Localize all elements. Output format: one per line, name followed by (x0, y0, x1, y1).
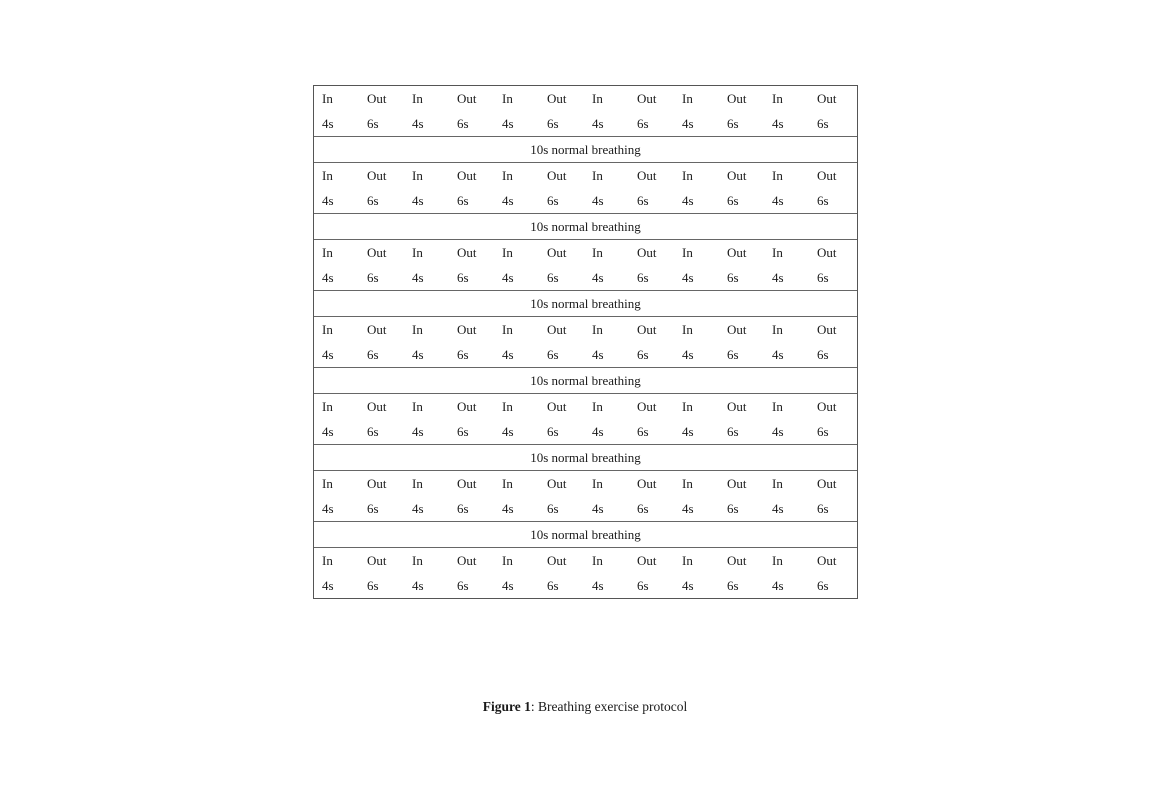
phase-cell: Out (367, 244, 387, 260)
phase-cell: Out (547, 398, 567, 414)
breathing-cycle-block (314, 240, 857, 291)
duration-cell: 4s (592, 577, 604, 593)
duration-cell: 6s (817, 346, 829, 362)
duration-cell: 6s (457, 577, 469, 593)
phase-cell: In (682, 398, 693, 414)
phase-cell: Out (457, 552, 477, 568)
phase-cell: Out (637, 398, 657, 414)
duration-cell: 6s (817, 577, 829, 593)
phase-cell: Out (727, 167, 747, 183)
phase-cell: Out (457, 244, 477, 260)
duration-cell: 6s (367, 423, 379, 439)
phase-cell: Out (817, 321, 837, 337)
normal-breathing-row: 10s normal breathing (314, 522, 857, 548)
duration-cell: 6s (367, 500, 379, 516)
phase-cell: In (592, 167, 603, 183)
duration-cell: 4s (682, 346, 694, 362)
phase-cell: In (412, 475, 423, 491)
phase-cell: Out (457, 167, 477, 183)
breathing-cycle-block (314, 163, 857, 214)
phase-cell: In (322, 398, 333, 414)
duration-cell: 6s (547, 423, 559, 439)
duration-cell: 4s (502, 500, 514, 516)
duration-cell: 4s (322, 577, 334, 593)
phase-cell: Out (457, 321, 477, 337)
phase-cell: Out (367, 475, 387, 491)
phase-cell: In (592, 552, 603, 568)
duration-cell: 6s (817, 192, 829, 208)
phase-cell: In (412, 321, 423, 337)
breathing-cycle-block (314, 86, 857, 137)
phase-cell: In (502, 398, 513, 414)
duration-cell: 4s (322, 423, 334, 439)
duration-cell: 4s (502, 423, 514, 439)
normal-breathing-row: 10s normal breathing (314, 368, 857, 394)
duration-cell: 4s (682, 269, 694, 285)
phase-cell: Out (637, 552, 657, 568)
phase-cell: In (322, 321, 333, 337)
phase-cell: Out (367, 167, 387, 183)
breathing-cycle-block (314, 317, 857, 368)
breathing-cycle-block (314, 471, 857, 522)
duration-cell: 6s (457, 500, 469, 516)
phase-cell: In (592, 244, 603, 260)
phase-cell: Out (727, 475, 747, 491)
phase-cell: In (412, 552, 423, 568)
phase-cell: Out (817, 552, 837, 568)
duration-cell: 4s (592, 192, 604, 208)
duration-cell: 4s (682, 192, 694, 208)
figure-caption-text: : Breathing exercise protocol (530, 699, 688, 714)
phase-row (314, 394, 857, 419)
duration-cell: 4s (772, 577, 784, 593)
phase-cell: In (502, 90, 513, 106)
breathing-cycle-block (314, 394, 857, 445)
duration-cell: 4s (322, 500, 334, 516)
duration-cell: 4s (592, 423, 604, 439)
duration-cell: 6s (727, 423, 739, 439)
duration-cell: 4s (592, 500, 604, 516)
figure-caption (0, 699, 1170, 715)
phase-cell: In (322, 475, 333, 491)
phase-cell: In (772, 244, 783, 260)
duration-cell: 6s (367, 269, 379, 285)
phase-cell: Out (727, 90, 747, 106)
duration-cell: 4s (772, 346, 784, 362)
phase-cell: In (772, 90, 783, 106)
phase-cell: In (412, 398, 423, 414)
duration-cell: 6s (547, 192, 559, 208)
phase-cell: In (592, 321, 603, 337)
duration-cell: 4s (412, 115, 424, 131)
duration-row (314, 111, 857, 136)
phase-cell: In (772, 398, 783, 414)
phase-cell: Out (547, 552, 567, 568)
breathing-protocol-table (313, 85, 858, 599)
normal-breathing-row: 10s normal breathing (314, 445, 857, 471)
phase-cell: Out (727, 552, 747, 568)
phase-cell: In (592, 90, 603, 106)
duration-cell: 6s (367, 192, 379, 208)
duration-cell: 6s (367, 346, 379, 362)
duration-row (314, 265, 857, 290)
normal-breathing-row: 10s normal breathing (314, 137, 857, 163)
phase-cell: Out (727, 244, 747, 260)
phase-cell: In (412, 167, 423, 183)
phase-cell: Out (817, 90, 837, 106)
duration-cell: 6s (817, 500, 829, 516)
duration-cell: 6s (547, 500, 559, 516)
duration-cell: 6s (637, 269, 649, 285)
duration-cell: 4s (322, 115, 334, 131)
phase-cell: Out (817, 475, 837, 491)
phase-cell: In (502, 321, 513, 337)
phase-cell: In (682, 167, 693, 183)
duration-cell: 4s (412, 269, 424, 285)
phase-cell: Out (367, 90, 387, 106)
duration-cell: 6s (727, 577, 739, 593)
duration-cell: 6s (457, 423, 469, 439)
duration-cell: 6s (637, 423, 649, 439)
duration-cell: 6s (457, 115, 469, 131)
duration-cell: 6s (547, 269, 559, 285)
duration-row (314, 496, 857, 521)
duration-row (314, 419, 857, 444)
phase-row (314, 240, 857, 265)
duration-cell: 4s (412, 500, 424, 516)
phase-cell: In (772, 475, 783, 491)
duration-cell: 6s (547, 115, 559, 131)
figure-label: Figure 1 (482, 699, 531, 714)
phase-cell: In (502, 475, 513, 491)
duration-cell: 4s (412, 346, 424, 362)
duration-cell: 4s (412, 423, 424, 439)
phase-cell: In (322, 167, 333, 183)
duration-cell: 4s (592, 269, 604, 285)
duration-cell: 4s (502, 115, 514, 131)
duration-cell: 6s (367, 577, 379, 593)
phase-cell: In (772, 552, 783, 568)
duration-row (314, 573, 857, 598)
phase-cell: Out (547, 90, 567, 106)
phase-cell: In (502, 244, 513, 260)
duration-cell: 4s (772, 192, 784, 208)
phase-cell: In (772, 321, 783, 337)
phase-cell: In (682, 244, 693, 260)
phase-cell: Out (457, 475, 477, 491)
phase-cell: Out (547, 167, 567, 183)
phase-cell: In (322, 244, 333, 260)
duration-cell: 4s (682, 500, 694, 516)
duration-row (314, 188, 857, 213)
duration-cell: 6s (727, 269, 739, 285)
phase-cell: In (412, 90, 423, 106)
duration-cell: 4s (772, 500, 784, 516)
phase-row (314, 317, 857, 342)
duration-cell: 4s (412, 192, 424, 208)
duration-cell: 4s (772, 423, 784, 439)
duration-cell: 4s (502, 192, 514, 208)
phase-cell: Out (637, 90, 657, 106)
duration-cell: 6s (547, 577, 559, 593)
duration-cell: 6s (367, 115, 379, 131)
duration-cell: 4s (682, 577, 694, 593)
duration-cell: 4s (682, 423, 694, 439)
duration-cell: 4s (322, 269, 334, 285)
phase-cell: Out (637, 321, 657, 337)
duration-cell: 4s (772, 115, 784, 131)
duration-cell: 6s (727, 346, 739, 362)
phase-cell: In (592, 398, 603, 414)
phase-cell: Out (817, 244, 837, 260)
duration-cell: 6s (637, 346, 649, 362)
phase-cell: Out (727, 398, 747, 414)
duration-cell: 4s (502, 269, 514, 285)
phase-cell: Out (547, 321, 567, 337)
phase-cell: In (592, 475, 603, 491)
phase-cell: In (502, 167, 513, 183)
duration-cell: 6s (637, 500, 649, 516)
phase-cell: Out (367, 552, 387, 568)
normal-breathing-row: 10s normal breathing (314, 291, 857, 317)
duration-row (314, 342, 857, 367)
phase-cell: In (412, 244, 423, 260)
phase-cell: In (682, 321, 693, 337)
phase-cell: Out (727, 321, 747, 337)
breathing-cycle-block (314, 548, 857, 598)
phase-row (314, 86, 857, 111)
phase-cell: Out (367, 321, 387, 337)
duration-cell: 4s (502, 346, 514, 362)
phase-cell: Out (637, 244, 657, 260)
duration-cell: 6s (637, 115, 649, 131)
phase-cell: In (682, 90, 693, 106)
phase-cell: In (322, 552, 333, 568)
phase-cell: Out (547, 475, 567, 491)
duration-cell: 4s (322, 192, 334, 208)
phase-cell: Out (367, 398, 387, 414)
phase-cell: Out (817, 167, 837, 183)
phase-cell: Out (817, 398, 837, 414)
phase-cell: In (682, 475, 693, 491)
duration-cell: 6s (637, 192, 649, 208)
normal-breathing-row: 10s normal breathing (314, 214, 857, 240)
phase-cell: Out (457, 90, 477, 106)
phase-cell: In (682, 552, 693, 568)
duration-cell: 4s (502, 577, 514, 593)
duration-cell: 4s (322, 346, 334, 362)
duration-cell: 6s (727, 192, 739, 208)
phase-cell: Out (637, 167, 657, 183)
phase-cell: Out (637, 475, 657, 491)
duration-cell: 4s (412, 577, 424, 593)
phase-row (314, 471, 857, 496)
duration-cell: 6s (817, 423, 829, 439)
phase-cell: In (322, 90, 333, 106)
duration-cell: 6s (817, 115, 829, 131)
phase-row (314, 163, 857, 188)
duration-cell: 4s (592, 115, 604, 131)
duration-cell: 6s (727, 115, 739, 131)
duration-cell: 4s (682, 115, 694, 131)
phase-cell: In (502, 552, 513, 568)
phase-row (314, 548, 857, 573)
duration-cell: 4s (592, 346, 604, 362)
duration-cell: 6s (457, 192, 469, 208)
phase-cell: Out (457, 398, 477, 414)
duration-cell: 6s (637, 577, 649, 593)
duration-cell: 4s (772, 269, 784, 285)
phase-cell: In (772, 167, 783, 183)
duration-cell: 6s (457, 346, 469, 362)
duration-cell: 6s (547, 346, 559, 362)
duration-cell: 6s (817, 269, 829, 285)
duration-cell: 6s (727, 500, 739, 516)
duration-cell: 6s (457, 269, 469, 285)
phase-cell: Out (547, 244, 567, 260)
